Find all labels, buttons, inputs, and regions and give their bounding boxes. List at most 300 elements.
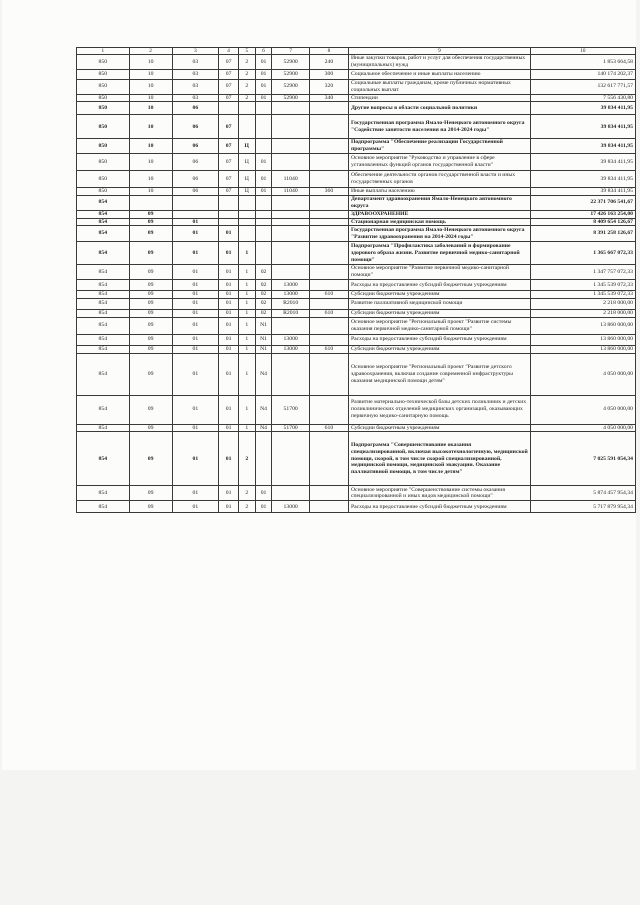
direction-code — [272, 218, 309, 226]
program-code: 01 — [219, 226, 239, 242]
direction-code: 11040 — [272, 188, 309, 196]
amount: 4 050 000,00 — [530, 353, 635, 395]
subprogram-code: 1 — [238, 280, 255, 291]
subprogram-code: 2 — [238, 501, 255, 513]
expense-type-code: 360 — [309, 188, 348, 196]
activity-code: 01 — [255, 94, 272, 102]
table-row — [77, 195, 636, 210]
ministry-code: 854 — [77, 317, 130, 334]
direction-code — [272, 432, 309, 486]
ministry-code: 854 — [77, 298, 130, 309]
subsection-code: 01 — [172, 291, 219, 299]
amount: 140 174 202,37 — [530, 69, 635, 79]
expense-type-code — [309, 280, 348, 291]
direction-code — [272, 115, 309, 139]
subprogram-code: 1 — [238, 317, 255, 334]
direction-code: 52900 — [272, 94, 309, 102]
amount: 4 050 000,00 — [530, 424, 635, 432]
program-code: 01 — [219, 298, 239, 309]
item-name: Подпрограмма "Обеспечение реализации Государственной программы" — [348, 139, 530, 154]
section-code: 10 — [129, 139, 172, 154]
activity-code: 02 — [255, 291, 272, 299]
item-name: Стипендии — [348, 94, 530, 102]
table-row — [77, 280, 636, 291]
header-row — [77, 48, 636, 55]
amount: 8 391 258 126,67 — [530, 226, 635, 242]
subsection-code: 01 — [172, 353, 219, 395]
ministry-code: 854 — [77, 432, 130, 486]
program-code: 01 — [219, 432, 239, 486]
expense-type-code — [309, 115, 348, 139]
subprogram-code: Ц — [238, 171, 255, 188]
expense-type-code — [309, 210, 348, 218]
amount: 39 834 411,95 — [530, 171, 635, 188]
column-number: 3 — [172, 48, 219, 55]
amount: 1 345 539 072,33 — [530, 280, 635, 291]
ministry-code: 850 — [77, 115, 130, 139]
ministry-code: 854 — [77, 395, 130, 424]
table-row — [77, 298, 636, 309]
amount: 1 347 757 072,33 — [530, 265, 635, 280]
subsection-code: 03 — [172, 79, 219, 94]
subsection-code: 01 — [172, 395, 219, 424]
section-code: 09 — [129, 424, 172, 432]
ministry-code: 854 — [77, 226, 130, 242]
direction-code — [272, 226, 309, 242]
expense-type-code: 610 — [309, 424, 348, 432]
section-code: 09 — [129, 309, 172, 317]
subprogram-code: 1 — [238, 298, 255, 309]
table-row — [77, 242, 636, 265]
ministry-code: 854 — [77, 424, 130, 432]
table-row — [77, 115, 636, 139]
direction-code: 13000 — [272, 280, 309, 291]
expense-type-code — [309, 298, 348, 309]
activity-code: 01 — [255, 55, 272, 70]
direction-code — [272, 139, 309, 154]
direction-code — [272, 210, 309, 218]
item-name: Развитие паллиативной медицинской помощи — [348, 298, 530, 309]
program-code: 01 — [219, 486, 239, 501]
activity-code: 01 — [255, 171, 272, 188]
amount: 5 874 457 954,34 — [530, 486, 635, 501]
budget-table — [76, 47, 636, 513]
amount: 13 860 000,00 — [530, 345, 635, 353]
activity-code — [255, 242, 272, 265]
subsection-code: 03 — [172, 94, 219, 102]
expense-type-code — [309, 265, 348, 280]
program-code — [219, 102, 239, 115]
expense-type-code — [309, 171, 348, 188]
ministry-code: 854 — [77, 218, 130, 226]
expense-type-code — [309, 154, 348, 171]
column-number: 10 — [530, 48, 635, 55]
ministry-code: 850 — [77, 139, 130, 154]
expense-type-code — [309, 195, 348, 210]
amount: 39 834 411,95 — [530, 102, 635, 115]
expense-type-code — [309, 432, 348, 486]
activity-code — [255, 195, 272, 210]
amount: 5 717 879 954,34 — [530, 501, 635, 513]
subprogram-code — [238, 210, 255, 218]
subsection-code: 06 — [172, 115, 219, 139]
activity-code — [255, 102, 272, 115]
ministry-code: 854 — [77, 280, 130, 291]
section-code: 09 — [129, 345, 172, 353]
section-code: 09 — [129, 298, 172, 309]
program-code: 01 — [219, 317, 239, 334]
direction-code — [272, 265, 309, 280]
program-code: 07 — [219, 139, 239, 154]
table-row — [77, 188, 636, 196]
section-code: 10 — [129, 94, 172, 102]
table-row — [77, 79, 636, 94]
amount: 132 617 771,57 — [530, 79, 635, 94]
subprogram-code: Ц — [238, 188, 255, 196]
expense-type-code — [309, 102, 348, 115]
direction-code: 13000 — [272, 345, 309, 353]
program-code: 07 — [219, 171, 239, 188]
subprogram-code — [238, 226, 255, 242]
table-row — [77, 334, 636, 345]
expense-type-code: 610 — [309, 345, 348, 353]
subsection-code: 01 — [172, 501, 219, 513]
activity-code: 01 — [255, 79, 272, 94]
item-name: Развитие материально-технической базы детских поликлиник и детских поликлинических отделений медицинских организаций, оказывающих первичную медико-санитарную помощь — [348, 395, 530, 424]
activity-code: N4 — [255, 353, 272, 395]
item-name: ЗДРАВООХРАНЕНИЕ — [348, 210, 530, 218]
column-number: 1 — [77, 48, 130, 55]
table-row — [77, 501, 636, 513]
item-name: Субсидии бюджетным учреждениям — [348, 345, 530, 353]
table-row — [77, 432, 636, 486]
subsection-code: 01 — [172, 218, 219, 226]
item-name: Субсидии бюджетным учреждениям — [348, 309, 530, 317]
direction-code — [272, 317, 309, 334]
subprogram-code: 1 — [238, 291, 255, 299]
section-code: 10 — [129, 171, 172, 188]
item-name: Основное мероприятие "Региональный проект "Развитие детского здравоохранения, включая создание современной инфраструктуры оказания медицинской помощи детям" — [348, 353, 530, 395]
activity-code: N1 — [255, 317, 272, 334]
ministry-code: 850 — [77, 55, 130, 70]
expense-type-code — [309, 334, 348, 345]
table-row — [77, 69, 636, 79]
table-row — [77, 265, 636, 280]
section-code: 09 — [129, 265, 172, 280]
amount: 1 345 539 072,33 — [530, 291, 635, 299]
section-code: 09 — [129, 395, 172, 424]
section-code: 10 — [129, 115, 172, 139]
column-number: 8 — [309, 48, 348, 55]
expense-type-code: 610 — [309, 309, 348, 317]
amount: 2 218 000,00 — [530, 309, 635, 317]
subsection-code: 06 — [172, 171, 219, 188]
direction-code: 13000 — [272, 291, 309, 299]
program-code: 01 — [219, 291, 239, 299]
direction-code: 51700 — [272, 424, 309, 432]
subprogram-code: 1 — [238, 334, 255, 345]
direction-code: 51700 — [272, 395, 309, 424]
subsection-code: 01 — [172, 432, 219, 486]
expense-type-code — [309, 395, 348, 424]
subprogram-code: 2 — [238, 94, 255, 102]
item-name: Департамент здравоохранения Ямало-Ненецкого автономного округа — [348, 195, 530, 210]
activity-code — [255, 139, 272, 154]
item-name: Социальное обеспечение и иные выплаты населению — [348, 69, 530, 79]
program-code: 07 — [219, 94, 239, 102]
section-code — [129, 195, 172, 210]
amount: 17 426 163 254,00 — [530, 210, 635, 218]
subsection-code: 01 — [172, 345, 219, 353]
program-code: 01 — [219, 395, 239, 424]
item-name: Субсидии бюджетным учреждениям — [348, 291, 530, 299]
amount: 7 556 430,80 — [530, 94, 635, 102]
program-code: 01 — [219, 242, 239, 265]
item-name: Расходы на предоставление субсидий бюджетным учреждениям — [348, 334, 530, 345]
amount: 4 050 000,00 — [530, 395, 635, 424]
item-name: Иные выплаты населению — [348, 188, 530, 196]
expense-type-code — [309, 317, 348, 334]
section-code: 09 — [129, 317, 172, 334]
program-code: 07 — [219, 188, 239, 196]
table-row — [77, 291, 636, 299]
table-row — [77, 226, 636, 242]
subprogram-code: 1 — [238, 395, 255, 424]
subsection-code — [172, 210, 219, 218]
direction-code — [272, 242, 309, 265]
expense-type-code: 300 — [309, 69, 348, 79]
activity-code: N4 — [255, 424, 272, 432]
table-row — [77, 102, 636, 115]
subprogram-code: 1 — [238, 353, 255, 395]
ministry-code: 854 — [77, 334, 130, 345]
subprogram-code: 2 — [238, 69, 255, 79]
subprogram-code — [238, 115, 255, 139]
amount: 1 853 664,58 — [530, 55, 635, 70]
subprogram-code: 1 — [238, 345, 255, 353]
program-code: 01 — [219, 353, 239, 395]
subprogram-code: 2 — [238, 55, 255, 70]
item-name: Другие вопросы в области социальной политики — [348, 102, 530, 115]
subsection-code: 01 — [172, 486, 219, 501]
amount: 13 860 000,00 — [530, 334, 635, 345]
program-code: 07 — [219, 55, 239, 70]
subprogram-code: Ц — [238, 139, 255, 154]
section-code: 10 — [129, 55, 172, 70]
table-row — [77, 218, 636, 226]
program-code: 07 — [219, 115, 239, 139]
ministry-code: 854 — [77, 309, 130, 317]
subsection-code — [172, 195, 219, 210]
subsection-code: 03 — [172, 69, 219, 79]
ministry-code: 850 — [77, 188, 130, 196]
subprogram-code: 2 — [238, 486, 255, 501]
amount: 39 834 411,95 — [530, 154, 635, 171]
section-code: 10 — [129, 79, 172, 94]
item-name: Иные закупки товаров, работ и услуг для обеспечения государственных (муниципальных) нужд — [348, 55, 530, 70]
section-code: 10 — [129, 188, 172, 196]
table-row — [77, 171, 636, 188]
subsection-code: 06 — [172, 102, 219, 115]
section-code: 09 — [129, 353, 172, 395]
direction-code: R2010 — [272, 309, 309, 317]
subprogram-code — [238, 195, 255, 210]
ministry-code: 854 — [77, 291, 130, 299]
section-code: 09 — [129, 226, 172, 242]
subprogram-code: Ц — [238, 154, 255, 171]
subsection-code: 01 — [172, 334, 219, 345]
amount: 13 860 000,00 — [530, 317, 635, 334]
subsection-code: 01 — [172, 242, 219, 265]
activity-code: 01 — [255, 486, 272, 501]
section-code: 09 — [129, 280, 172, 291]
activity-code: 01 — [255, 154, 272, 171]
subprogram-code: 1 — [238, 424, 255, 432]
subprogram-code: 1 — [238, 265, 255, 280]
column-number: 5 — [238, 48, 255, 55]
subsection-code: 01 — [172, 298, 219, 309]
section-code: 09 — [129, 334, 172, 345]
item-name: Основное мероприятие "Развитие первичной медико-санитарной помощи" — [348, 265, 530, 280]
section-code: 09 — [129, 291, 172, 299]
subsection-code: 06 — [172, 139, 219, 154]
activity-code — [255, 432, 272, 486]
activity-code: N1 — [255, 334, 272, 345]
program-code: 07 — [219, 69, 239, 79]
table-row — [77, 55, 636, 70]
program-code: 01 — [219, 265, 239, 280]
subsection-code: 03 — [172, 55, 219, 70]
program-code: 01 — [219, 424, 239, 432]
direction-code — [272, 195, 309, 210]
program-code: 01 — [219, 501, 239, 513]
table-row — [77, 309, 636, 317]
direction-code: 52900 — [272, 79, 309, 94]
section-code: 09 — [129, 210, 172, 218]
subprogram-code — [238, 218, 255, 226]
table-row — [77, 424, 636, 432]
subsection-code: 01 — [172, 280, 219, 291]
item-name: Расходы на предоставление субсидий бюджетным учреждениям — [348, 501, 530, 513]
column-number: 7 — [272, 48, 309, 55]
column-number: 9 — [348, 48, 530, 55]
column-number: 2 — [129, 48, 172, 55]
item-name: Расходы на предоставление субсидий бюджетным учреждениям — [348, 280, 530, 291]
table-row — [77, 353, 636, 395]
expense-type-code — [309, 139, 348, 154]
item-name: Подпрограмма "Совершенствование оказания специализированной, включая высокотехнологичную, медицинской помощи, скорой, в том числе скорой специализированной, медицинской помощи, медицинской эвакуации. Оказание паллиативной помощи, в том числе детям" — [348, 432, 530, 486]
subsection-code: 01 — [172, 309, 219, 317]
subsection-code: 06 — [172, 188, 219, 196]
amount: 22 371 706 541,67 — [530, 195, 635, 210]
subprogram-code — [238, 102, 255, 115]
item-name: Основное мероприятие "Совершенствование системы оказания специализированной и иных видов медицинской помощи" — [348, 486, 530, 501]
column-number: 6 — [255, 48, 272, 55]
section-code: 09 — [129, 501, 172, 513]
item-name: Государственная программа Ямало-Ненецкого автономного округа "Развитие здравоохранения на 2014-2024 годы" — [348, 226, 530, 242]
section-code: 09 — [129, 486, 172, 501]
program-code — [219, 210, 239, 218]
activity-code: N1 — [255, 345, 272, 353]
activity-code: 02 — [255, 280, 272, 291]
activity-code: 02 — [255, 265, 272, 280]
ministry-code: 850 — [77, 154, 130, 171]
section-code: 10 — [129, 69, 172, 79]
section-code: 10 — [129, 154, 172, 171]
section-code: 09 — [129, 218, 172, 226]
table-row — [77, 395, 636, 424]
amount: 39 834 411,95 — [530, 115, 635, 139]
activity-code — [255, 218, 272, 226]
ministry-code: 854 — [77, 501, 130, 513]
amount: 8 409 654 126,67 — [530, 218, 635, 226]
program-code: 07 — [219, 154, 239, 171]
ministry-code: 854 — [77, 242, 130, 265]
subprogram-code: 2 — [238, 432, 255, 486]
program-code: 01 — [219, 345, 239, 353]
amount: 39 834 411,95 — [530, 188, 635, 196]
direction-code — [272, 154, 309, 171]
item-name: Обеспечение деятельности органов государственной власти и иных государственных органов — [348, 171, 530, 188]
table-row — [77, 154, 636, 171]
ministry-code: 850 — [77, 79, 130, 94]
activity-code: N4 — [255, 395, 272, 424]
activity-code: 01 — [255, 69, 272, 79]
amount: 1 365 667 072,33 — [530, 242, 635, 265]
ministry-code: 850 — [77, 94, 130, 102]
amount: 39 834 411,95 — [530, 139, 635, 154]
direction-code — [272, 353, 309, 395]
subsection-code: 06 — [172, 154, 219, 171]
direction-code: 13000 — [272, 334, 309, 345]
direction-code: 52900 — [272, 55, 309, 70]
program-code: 01 — [219, 280, 239, 291]
section-code: 10 — [129, 102, 172, 115]
subsection-code: 01 — [172, 265, 219, 280]
item-name: Социальные выплаты гражданам, кроме публичных нормативных социальных выплат — [348, 79, 530, 94]
subsection-code: 01 — [172, 317, 219, 334]
expense-type-code: 610 — [309, 291, 348, 299]
ministry-code: 854 — [77, 353, 130, 395]
item-name: Государственная программа Ямало-Ненецкого автономного округа "Содействие занятости населения на 2014-2024 годы" — [348, 115, 530, 139]
expense-type-code — [309, 353, 348, 395]
activity-code: 01 — [255, 501, 272, 513]
ministry-code: 854 — [77, 486, 130, 501]
expense-type-code — [309, 242, 348, 265]
expense-type-code — [309, 226, 348, 242]
activity-code: 02 — [255, 309, 272, 317]
direction-code: 13000 — [272, 501, 309, 513]
program-code: 07 — [219, 79, 239, 94]
expense-type-code — [309, 486, 348, 501]
subsection-code: 01 — [172, 226, 219, 242]
item-name: Стационарная медицинская помощь — [348, 218, 530, 226]
ministry-code: 854 — [77, 265, 130, 280]
ministry-code: 854 — [77, 210, 130, 218]
item-name: Основное мероприятие "Руководство и управление в сфере установленных функций органов государственной власти" — [348, 154, 530, 171]
expense-type-code — [309, 501, 348, 513]
ministry-code: 854 — [77, 345, 130, 353]
direction-code — [272, 102, 309, 115]
amount: 7 025 591 054,34 — [530, 432, 635, 486]
table-row — [77, 345, 636, 353]
activity-code — [255, 226, 272, 242]
amount: 2 218 000,00 — [530, 298, 635, 309]
expense-type-code: 320 — [309, 79, 348, 94]
subprogram-code: 1 — [238, 242, 255, 265]
column-number: 4 — [219, 48, 239, 55]
ministry-code: 854 — [77, 195, 130, 210]
